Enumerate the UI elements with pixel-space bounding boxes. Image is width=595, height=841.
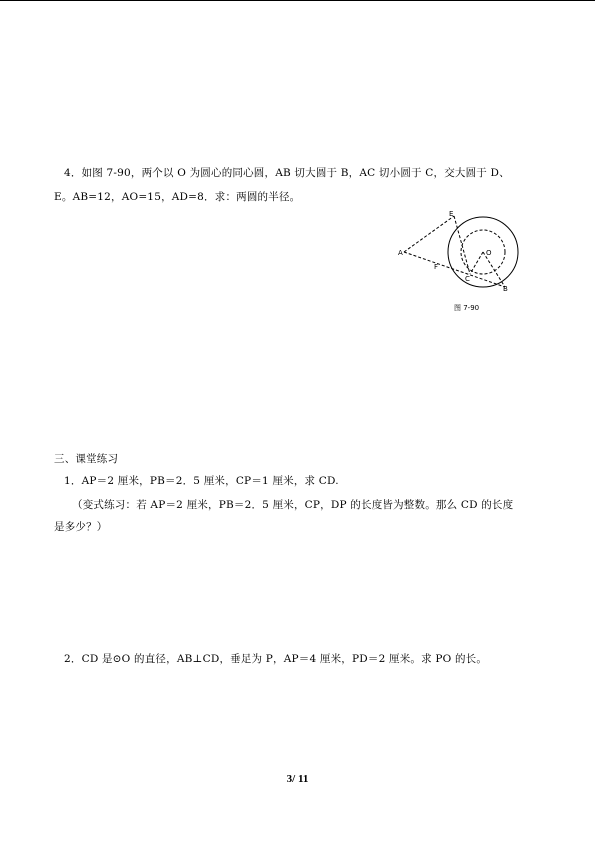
line-OC (470, 252, 483, 274)
line-AB (404, 252, 505, 287)
geometry-figure (392, 205, 527, 317)
concentric-circles-diagram (392, 205, 527, 317)
label-E: E (449, 210, 454, 218)
label-O: O (486, 249, 492, 257)
top-rule (0, 0, 595, 1)
section3-q2: 2．CD 是⊙O 的直径，AB⊥CD，垂足为 P，AP＝4 厘米，PD＝2 厘米。求 PO 的长。 (64, 653, 488, 665)
line-EC (454, 216, 470, 274)
page-number: 3/ 11 (286, 773, 309, 785)
line-AE (404, 216, 454, 252)
figure-caption: 图 7-90 (454, 304, 480, 312)
section3-heading: 三、课堂练习 (54, 453, 119, 465)
section3-variant-line1: （变式练习：若 AP＝2 厘米，PB＝2．5 厘米，CP，DP 的长度皆为整数。那么 CD 的长度 (72, 499, 514, 511)
problem4-line1: 4．如图 7-90，两个以 O 为圆心的同心圆，AB 切大圆于 B，AC 切小圆于 C，交大圆于 D、 (64, 167, 510, 179)
problem4-line2: E。AB=12，AO=15，AD=8．求：两圆的半径。 (54, 191, 301, 203)
label-F: F (434, 263, 439, 271)
label-C: C (465, 275, 470, 283)
section3-variant-line2: 是多少？） (54, 521, 108, 533)
line-OB (483, 252, 505, 287)
section3-q1: 1．AP＝2 厘米，PB＝2．5 厘米，CP＝1 厘米，求 CD. (64, 475, 339, 487)
label-A: A (398, 249, 403, 257)
label-B: B (503, 285, 508, 293)
